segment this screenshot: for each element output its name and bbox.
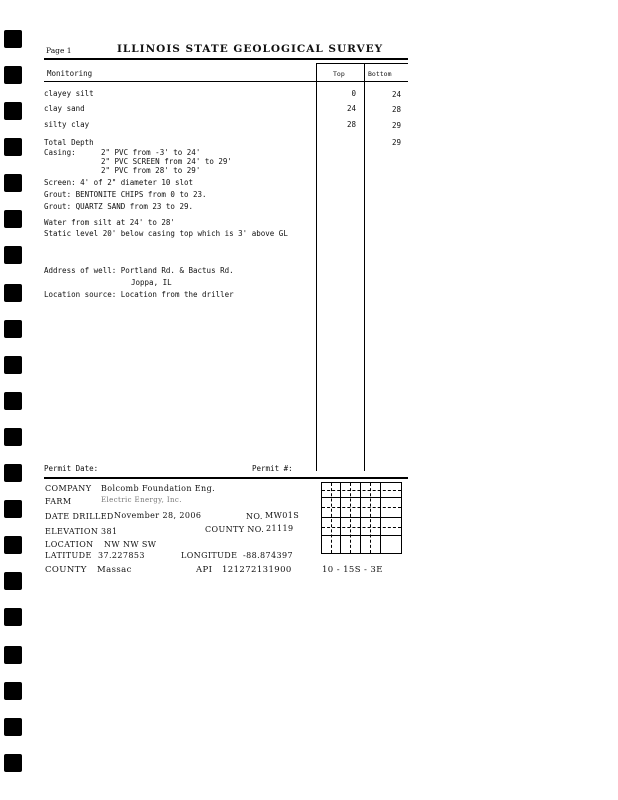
binder-hole — [4, 102, 22, 120]
binder-hole — [4, 174, 22, 192]
formation-bottom: 24 — [391, 90, 401, 99]
table-header-top-rule — [316, 63, 408, 64]
binder-hole — [4, 608, 22, 626]
date-drilled-value: November 28, 2006 — [114, 511, 202, 520]
well-no-label: NO. — [246, 512, 263, 521]
formation-top: 28 — [346, 120, 356, 129]
binder-hole — [4, 572, 22, 590]
location-value: NW NW SW — [104, 540, 157, 549]
grout-note: Grout: QUARTZ SAND from 23 to 29. — [44, 202, 194, 211]
column-header-formation: Monitoring — [47, 69, 93, 78]
page-title: ILLINOIS STATE GEOLOGICAL SURVEY — [117, 43, 384, 55]
binder-hole — [4, 392, 22, 410]
page-number: Page 1 — [46, 46, 72, 55]
binder-hole — [4, 66, 22, 84]
section-township-range: 10 - 15S - 3E — [322, 565, 383, 575]
formation-name: clayey silt — [44, 89, 94, 98]
binder-hole — [4, 682, 22, 700]
well-no-value: MW01S — [265, 511, 300, 520]
longitude-value: -88.874397 — [243, 551, 293, 560]
date-drilled-label: DATE DRILLED — [45, 512, 114, 521]
header-rule — [44, 58, 408, 60]
binder-hole — [4, 138, 22, 156]
elevation-label: ELEVATION — [45, 527, 99, 536]
county-no-value: 21119 — [266, 524, 294, 533]
location-source: Location source: Location from the driller — [44, 290, 234, 299]
screen-note: Screen: 4' of 2" diameter 10 slot — [44, 178, 194, 187]
permit-date-label: Permit Date: — [44, 464, 99, 473]
binder-hole — [4, 754, 22, 772]
column-divider-bottom — [364, 63, 365, 471]
binder-hole — [4, 500, 22, 518]
api-value: 121272131900 — [222, 565, 292, 575]
well-address-city: Joppa, IL — [131, 278, 172, 287]
formation-bottom: 29 — [391, 121, 401, 130]
formation-bottom: 28 — [391, 105, 401, 114]
farm-label: FARM — [45, 497, 72, 506]
county-label: COUNTY — [45, 565, 87, 575]
company-value: Bolcomb Foundation Eng. — [101, 484, 216, 493]
permit-number-label: Permit #: — [252, 464, 293, 473]
table-header-rule — [44, 81, 408, 82]
column-header-bottom: Bottom — [368, 70, 392, 78]
county-no-label: COUNTY NO. — [205, 525, 265, 534]
latitude-value: 37.227853 — [98, 551, 145, 560]
binder-hole — [4, 30, 22, 48]
binder-hole — [4, 284, 22, 302]
total-depth-value: 29 — [391, 138, 401, 147]
formation-top: 0 — [351, 89, 356, 98]
column-header-top: Top — [333, 70, 345, 78]
casing-line: 2" PVC from 28' to 29' — [101, 166, 201, 175]
well-address: Address of well: Portland Rd. & Bactus Rd. — [44, 266, 234, 275]
formation-name: silty clay — [44, 120, 90, 129]
latitude-label: LATITUDE — [45, 551, 92, 560]
longitude-label: LONGITUDE — [181, 551, 238, 560]
binder-hole — [4, 246, 22, 264]
binder-hole — [4, 210, 22, 228]
binder-hole — [4, 646, 22, 664]
binder-hole — [4, 536, 22, 554]
section-location-diagram — [321, 482, 402, 554]
casing-label: Casing: — [44, 148, 76, 157]
column-divider-top — [316, 63, 317, 471]
formation-name: clay sand — [44, 104, 85, 113]
binder-hole — [4, 718, 22, 736]
binder-hole — [4, 428, 22, 446]
elevation-value: 381 — [101, 527, 118, 536]
casing-line: 2" PVC from -3' to 24' — [101, 148, 201, 157]
company-label: COMPANY — [45, 484, 92, 493]
binder-hole — [4, 464, 22, 482]
county-value: Massac — [97, 565, 132, 575]
formation-top: 24 — [346, 104, 356, 113]
binder-hole — [4, 320, 22, 338]
location-label: LOCATION — [45, 540, 94, 549]
permit-rule — [44, 477, 408, 479]
binder-hole — [4, 356, 22, 374]
total-depth-label: Total Depth — [44, 138, 94, 147]
casing-line: 2" PVC SCREEN from 24' to 29' — [101, 157, 232, 166]
grout-note: Grout: BENTONITE CHIPS from 0 to 23. — [44, 190, 207, 199]
api-label: API — [196, 565, 213, 575]
water-note: Water from silt at 24' to 28' — [44, 218, 175, 227]
static-level-note: Static level 20' below casing top which is 3' above GL — [44, 229, 288, 238]
farm-value: Electric Energy, Inc. — [101, 496, 182, 504]
